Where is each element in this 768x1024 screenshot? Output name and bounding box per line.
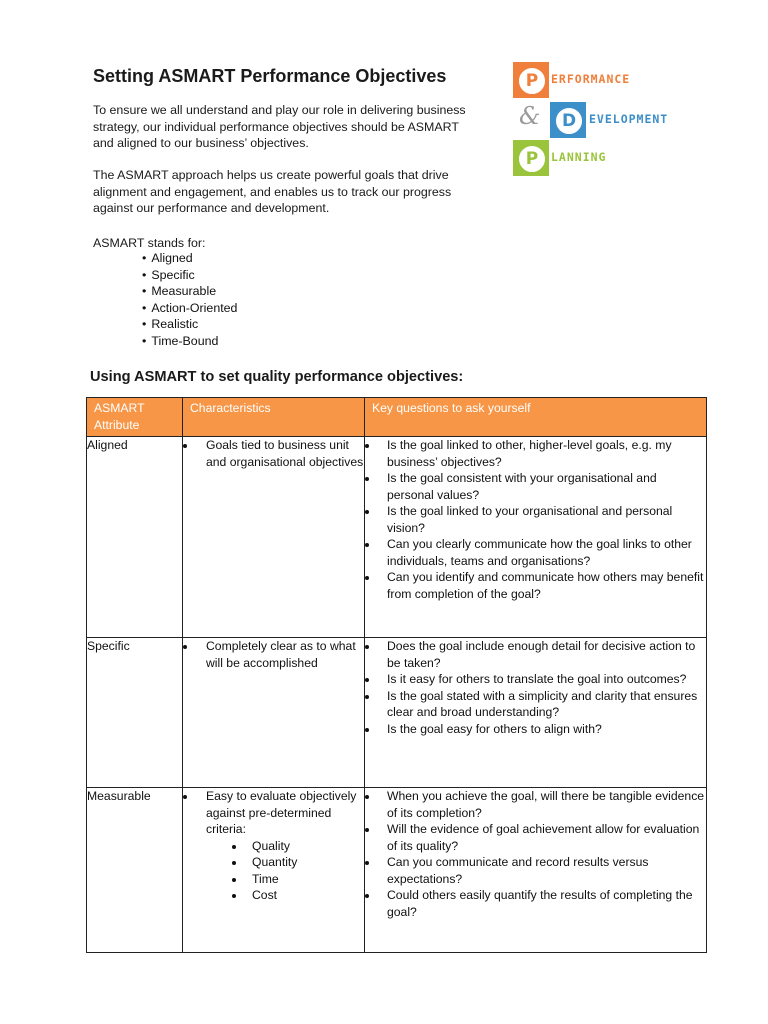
list-item: Is the goal stated with a simplicity and clarity that ensures clear and broad understanding? <box>365 688 706 721</box>
table-row <box>87 437 707 638</box>
list-item: Completely clear as to what will be accomplished <box>183 638 364 671</box>
characteristic-text: Easy to evaluate objectively against pre-determined criteria: <box>206 789 357 836</box>
characteristics-cell <box>183 437 365 638</box>
asmart-stands-for-list <box>142 250 237 349</box>
list-item: Is the goal linked to other, higher-level goals, e.g. my business’ objectives? <box>365 437 706 470</box>
header-key-questions: Key questions to ask yourself <box>365 398 707 437</box>
list-item: • Aligned <box>142 250 237 267</box>
list-item: • Realistic <box>142 316 237 333</box>
asmart-table <box>86 397 707 953</box>
page-title: Setting ASMART Performance Objectives <box>93 66 447 86</box>
logo-performance-word: ERFORMANCE <box>551 72 631 86</box>
list-item: When you achieve the goal, will there be tangible evidence of its completion? <box>365 788 706 821</box>
list-item: Is the goal consistent with your organisational and personal values? <box>365 470 706 503</box>
criteria-list <box>206 838 364 904</box>
logo-ampersand: & <box>519 102 541 130</box>
list-item <box>183 788 364 904</box>
list-item: Goals tied to business unit and organisational objectives <box>183 437 364 470</box>
list-item: Could others easily quantify the results of completing the goal? <box>365 887 706 920</box>
asmart-stands-for-label: ASMART stands for: <box>93 236 206 250</box>
attribute-cell: Specific <box>87 638 183 788</box>
pdp-logo <box>505 58 715 193</box>
logo-planning-word: LANNING <box>551 150 607 164</box>
list-item: Will the evidence of goal achievement allow for evaluation of its quality? <box>365 821 706 854</box>
list-item: • Action-Oriented <box>142 300 237 317</box>
list-item: Can you identify and communicate how others may benefit from completion of the goal? <box>365 569 706 602</box>
logo-p-box <box>513 62 549 98</box>
logo-pl-box <box>513 140 549 176</box>
logo-development-word: EVELOPMENT <box>589 112 669 126</box>
attribute-cell: Aligned <box>87 437 183 638</box>
list-item: • Time-Bound <box>142 333 237 350</box>
table-header-row <box>87 398 707 437</box>
attribute-cell: Measurable <box>87 788 183 953</box>
table-row <box>87 638 707 788</box>
section-heading: Using ASMART to set quality performance objectives: <box>90 369 464 385</box>
questions-cell <box>365 788 707 953</box>
list-item: Is it easy for others to translate the goal into outcomes? <box>365 671 706 688</box>
header-attribute: ASMART Attribute <box>87 398 183 437</box>
list-item: Quality <box>252 838 364 855</box>
list-item: Does the goal include enough detail for decisive action to be taken? <box>365 638 706 671</box>
logo-p-letter: P <box>517 66 547 96</box>
list-item: Quantity <box>252 854 364 871</box>
header-characteristics: Characteristics <box>183 398 365 437</box>
list-item: Can you communicate and record results versus expectations? <box>365 854 706 887</box>
logo-d-letter: D <box>554 106 584 136</box>
list-item: Can you clearly communicate how the goal links to other individuals, teams and organisations? <box>365 536 706 569</box>
list-item: • Measurable <box>142 283 237 300</box>
questions-cell <box>365 638 707 788</box>
intro-paragraph-1: To ensure we all understand and play our role in delivering business strategy, our individual performance objectives should be ASMART and aligned to our business’ objectives. <box>93 103 466 150</box>
list-item: Is the goal linked to your organisational and personal vision? <box>365 503 706 536</box>
questions-cell <box>365 437 707 638</box>
logo-pl-letter: P <box>517 144 547 174</box>
list-item: Time <box>252 871 364 888</box>
list-item: Is the goal easy for others to align with? <box>365 721 706 738</box>
list-item: • Specific <box>142 267 237 284</box>
characteristics-cell <box>183 638 365 788</box>
intro-paragraph-2: The ASMART approach helps us create powerful goals that drive alignment and engagement, and enables us to track our progress against our performance and development. <box>93 168 452 215</box>
table-row <box>87 788 707 953</box>
logo-d-box <box>550 102 586 138</box>
characteristics-cell <box>183 788 365 953</box>
list-item: Cost <box>252 887 364 904</box>
